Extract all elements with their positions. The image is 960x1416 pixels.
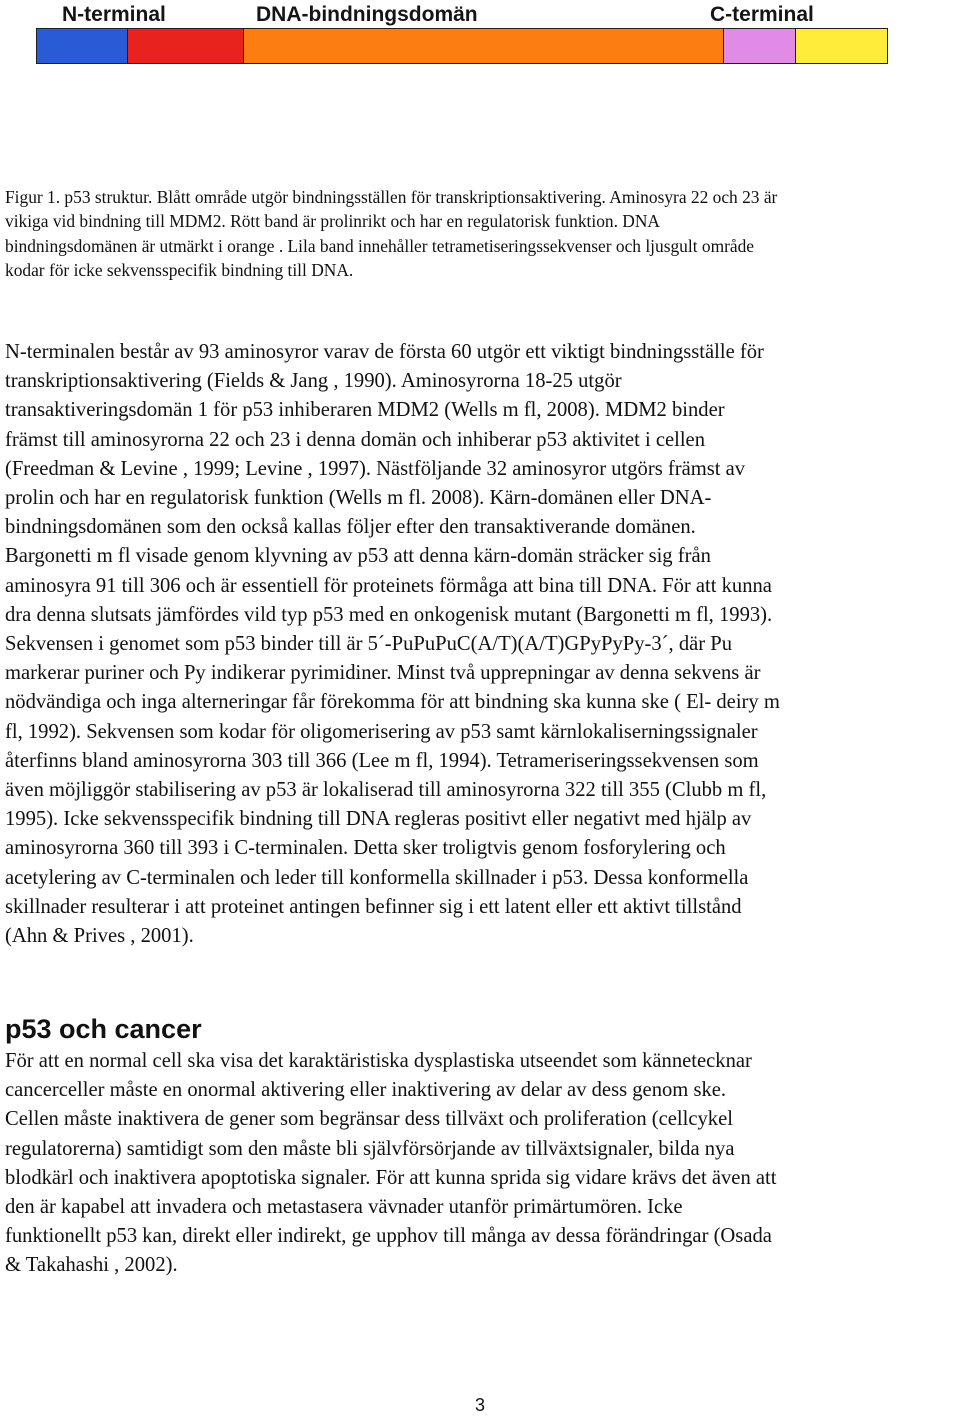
text-line: N-terminalen består av 93 aminosyror varav de första 60 utgör ett viktigt bindningsställe för	[5, 341, 764, 363]
section-heading: p53 och cancer	[5, 1014, 202, 1044]
c-terminal-label: C-terminal	[710, 3, 814, 26]
caption-line: vikiga vid bindning till MDM2. Rött band är prolinrikt och har en regulatorisk funktion. DNA	[5, 211, 660, 232]
text-line: För att en normal cell ska visa det karaktäristiska dysplastiska utseendet som kännetecknar	[5, 1050, 752, 1072]
text-line: transkriptionsaktivering (Fields & Jang , 1990). Aminosyrorna 18-25 utgör	[5, 370, 622, 393]
section-paragraph	[5, 1047, 957, 1281]
body-paragraph	[5, 338, 957, 951]
violet-segment	[724, 28, 796, 64]
text-line: Sekvensen i genomet som p53 binder till är 5´-PuPuPuC(A/T)(A/T)GPyPyPy-3´, där Pu	[5, 633, 733, 656]
caption-line: Figur 1. p53 struktur. Blått område utgör bindningsställen för transkriptionsaktivering. Aminosyra 22 och 23 är	[5, 187, 778, 207]
yellow-segment	[796, 28, 888, 64]
text-line: främst till aminosyrorna 22 och 23 i denna domän och inhiberar p53 aktivitet i cellen	[5, 428, 705, 451]
domain-bar	[36, 28, 888, 64]
text-line: dra denna slutsats jämfördes vild typ p53 med en onkogenisk mutant (Bargonetti m fl, 1993).	[5, 603, 773, 626]
blue-segment	[36, 28, 128, 64]
text-line: aminosyra 91 till 306 och är essentiell för proteinets förmåga att bina till DNA. För att kunna	[5, 574, 772, 597]
text-line: markerar puriner och Py indikerar pyrimidiner. Minst två upprepningar av denna sekvens är	[5, 662, 761, 685]
text-line: regulatorerna) samtidigt som den måste bli självförsörjande av tillväxtsignaler, bilda nya	[5, 1137, 735, 1160]
text-line: (Freedman & Levine , 1999; Levine , 1997). Nästföljande 32 aminosyror utgörs främst av	[5, 457, 746, 480]
text-line: funktionellt p53 kan, direkt eller indirekt, ge upphov till många av dessa förändringar (Osada	[5, 1225, 772, 1248]
text-line: prolin och har en regulatorisk funktion (Wells m fl. 2008). Kärn-domänen eller DNA-	[5, 487, 712, 510]
p53-structure-figure	[0, 0, 960, 70]
text-line: acetylering av C-terminalen och leder till konformella skillnader i p53. Dessa konformella	[5, 866, 749, 889]
dna-domain-label: DNA-bindningsdomän	[256, 3, 478, 26]
text-line: fl, 1992). Sekvensen som kodar för oligomerisering av p53 samt kärnlokaliserningssignaler	[5, 720, 758, 743]
orange-segment	[244, 28, 724, 64]
text-line: Cellen måste inaktivera de gener som begränsar dess tillväxt och proliferation (cellcykel	[5, 1108, 733, 1131]
text-line: den är kapabel att invadera och metastasera vävnader utanför primärtumören. Icke	[5, 1196, 683, 1219]
text-line: transaktiveringsdomän 1 för p53 inhiberaren MDM2 (Wells m fl, 2008). MDM2 binder	[5, 399, 725, 422]
text-line: blodkärl och inaktivera apoptotiska signaler. För att kunna sprida sig vidare krävs det även att	[5, 1166, 777, 1189]
text-line: även möjliggör stabilisering av p53 är lokaliserad till aminosyrorna 322 till 355 (Clubb m fl,	[5, 779, 767, 802]
text-line: cancerceller måste en onormal aktivering eller inaktivering av delar av dess genom ske.	[5, 1079, 727, 1102]
page-number: 3	[474, 1395, 485, 1415]
domain-labels	[0, 3, 960, 29]
text-line: nödvändiga och inga alterneringar får förekomma för att bindning ska kunna ske ( El- deiry m	[5, 691, 780, 714]
text-line: 1995). Icke sekvensspecifik bindning till DNA regleras positivt eller negativt med hjälp av	[5, 808, 752, 831]
text-line: & Takahashi , 2002).	[5, 1254, 178, 1277]
text-line: återfinns bland aminosyrorna 303 till 366 (Lee m fl, 1994). Tetrameriseringssekvensen som	[5, 749, 759, 772]
text-line: skillnader resulterar i att proteinet antingen befinner sig i ett latent eller ett aktivt tillstånd	[5, 895, 742, 918]
figure-caption	[5, 185, 955, 283]
text-line: Bargonetti m fl visade genom klyvning av p53 att denna kärn-domän sträcker sig från	[5, 545, 711, 568]
text-line: aminosyrorna 360 till 393 i C-terminalen. Detta sker troligtvis genom fosforylering och	[5, 837, 726, 860]
red-segment	[128, 28, 244, 64]
caption-line: kodar för icke sekvensspecifik bindning till DNA.	[5, 260, 354, 281]
n-terminal-label: N-terminal	[62, 3, 166, 26]
text-line: bindningsdomänen som den också kallas följer efter den transaktiverande domänen.	[5, 516, 696, 539]
text-line: (Ahn & Prives , 2001).	[5, 925, 194, 948]
caption-line: bindningsdomänen är utmärkt i orange . Lila band innehåller tetrametiseringssekvenser och ljusgult område	[5, 235, 755, 256]
